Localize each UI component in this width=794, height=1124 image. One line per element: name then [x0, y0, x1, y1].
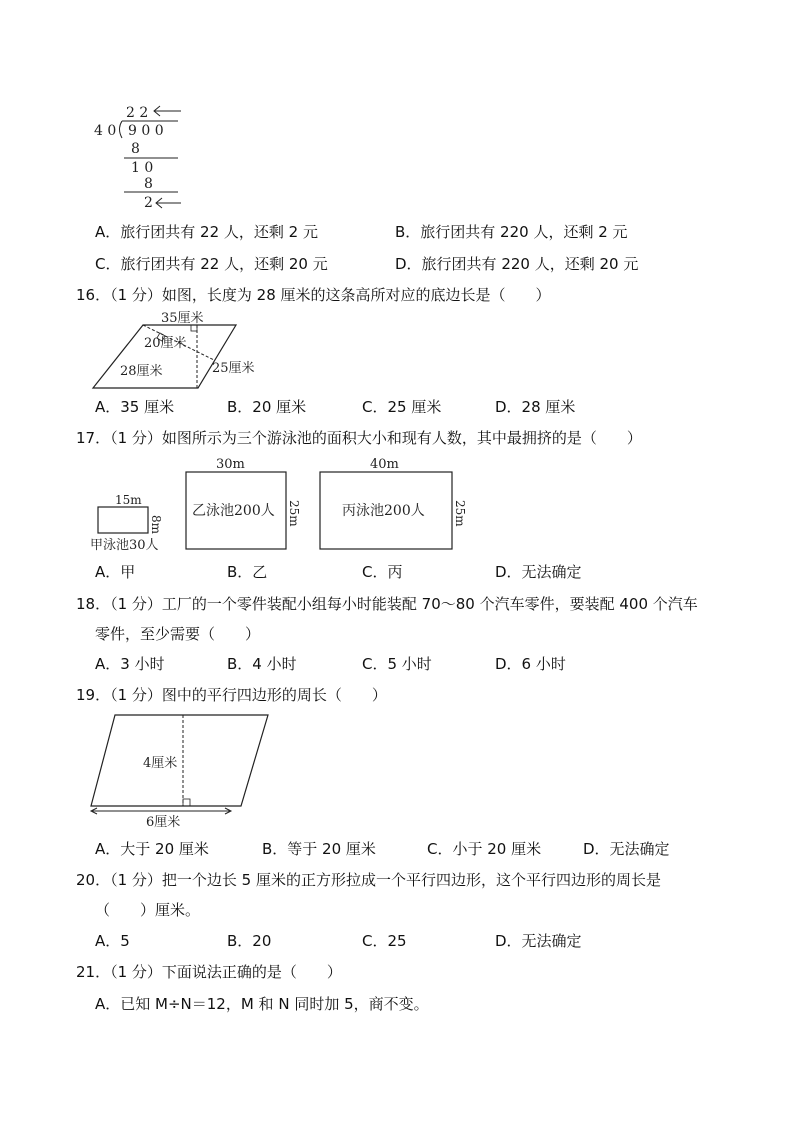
q16-height2-label: 28厘米: [120, 364, 163, 379]
q17-pool-a-width: 15m: [115, 493, 142, 507]
q18-stem-line2: 零件，至少需要（ ）: [95, 625, 261, 643]
q17-pool-c-height: 25m: [453, 500, 467, 527]
q18-option-d[interactable]: D．6 小时: [495, 655, 566, 673]
q16-option-a[interactable]: A．35 厘米: [95, 398, 175, 416]
q15-remainder: 2: [144, 195, 153, 211]
q16-stem: 16．（1 分）如图，长度为 28 厘米的这条高所对应的底边长是（ ）: [76, 286, 551, 304]
q19-height-label: 4厘米: [143, 756, 178, 771]
q15-option-c[interactable]: C．旅行团共有 22 人，还剩 20 元: [95, 255, 328, 273]
q19-parallelogram-figure: [88, 710, 278, 832]
q21-stem: 21．（1 分）下面说法正确的是（ ）: [76, 963, 342, 981]
q15-dividend: 9 0 0: [128, 123, 164, 139]
q15-divisor: 4 0: [94, 123, 117, 139]
q17-stem: 17．（1 分）如图所示为三个游泳池的面积大小和现有人数，其中最拥挤的是（ ）: [76, 429, 642, 447]
q17-pool-b-height: 25m: [287, 500, 301, 527]
q19-option-c[interactable]: C．小于 20 厘米: [427, 840, 542, 858]
q17-pools-figure: [88, 452, 468, 554]
q16-option-c[interactable]: C．25 厘米: [362, 398, 442, 416]
q19-base-label: 6厘米: [146, 815, 181, 830]
q20-option-a[interactable]: A．5: [95, 932, 130, 950]
q17-pool-c-width: 40m: [370, 457, 399, 472]
q15-option-b[interactable]: B．旅行团共有 220 人，还剩 2 元: [395, 223, 628, 241]
q19-stem: 19．（1 分）图中的平行四边形的周长（ ）: [76, 686, 387, 704]
q19-option-a[interactable]: A．大于 20 厘米: [95, 840, 209, 858]
q16-parallelogram-figure: [88, 308, 268, 392]
q17-option-c[interactable]: C．丙: [362, 563, 403, 581]
q17-pool-b-label: 乙泳池200人: [192, 503, 275, 519]
q18-option-c[interactable]: C．5 小时: [362, 655, 432, 673]
q17-pool-c-label: 丙泳池200人: [342, 503, 425, 519]
q16-top-label: 35厘米: [161, 311, 204, 326]
q17-option-a[interactable]: A．甲: [95, 563, 136, 581]
q15-step2: 1 0: [131, 160, 154, 176]
q16-option-b[interactable]: B．20 厘米: [227, 398, 307, 416]
q17-pool-a-height: 8m: [149, 515, 163, 535]
q20-option-b[interactable]: B．20: [227, 932, 272, 950]
q20-option-c[interactable]: C．25: [362, 932, 407, 950]
q17-pool-a: [98, 507, 148, 533]
q15-division-figure: [86, 100, 196, 212]
q15-option-a[interactable]: A．旅行团共有 22 人，还剩 2 元: [95, 223, 318, 241]
q16-side-label: 25厘米: [212, 361, 255, 376]
q15-step1: 8: [131, 141, 140, 157]
q16-height1-label: 20厘米: [144, 336, 187, 351]
q19-option-d[interactable]: D．无法确定: [583, 840, 670, 858]
q15-step3: 8: [144, 176, 153, 192]
q17-pool-a-label: 甲泳池30人: [90, 538, 159, 553]
q15-option-d[interactable]: D．旅行团共有 220 人，还剩 20 元: [395, 255, 639, 273]
q20-option-d[interactable]: D．无法确定: [495, 932, 582, 950]
q16-option-d[interactable]: D．28 厘米: [495, 398, 576, 416]
q15-quotient: 2 2: [126, 105, 149, 121]
q17-option-b[interactable]: B．乙: [227, 563, 268, 581]
q19-option-b[interactable]: B．等于 20 厘米: [262, 840, 376, 858]
q18-option-b[interactable]: B．4 小时: [227, 655, 297, 673]
q20-stem-line2: （ ）厘米。: [95, 901, 201, 919]
q21-option-a[interactable]: A．已知 M÷N＝12，M 和 N 同时加 5，商不变。: [95, 995, 429, 1013]
q18-stem-line1: 18．（1 分）工厂的一个零件装配小组每小时能装配 70～80 个汽车零件，要装配 400 个汽车: [76, 595, 698, 613]
q17-pool-b-width: 30m: [216, 457, 245, 472]
q18-option-a[interactable]: A．3 小时: [95, 655, 165, 673]
q17-option-d[interactable]: D．无法确定: [495, 563, 582, 581]
q20-stem-line1: 20．（1 分）把一个边长 5 厘米的正方形拉成一个平行四边形，这个平行四边形的周长是: [76, 871, 661, 889]
